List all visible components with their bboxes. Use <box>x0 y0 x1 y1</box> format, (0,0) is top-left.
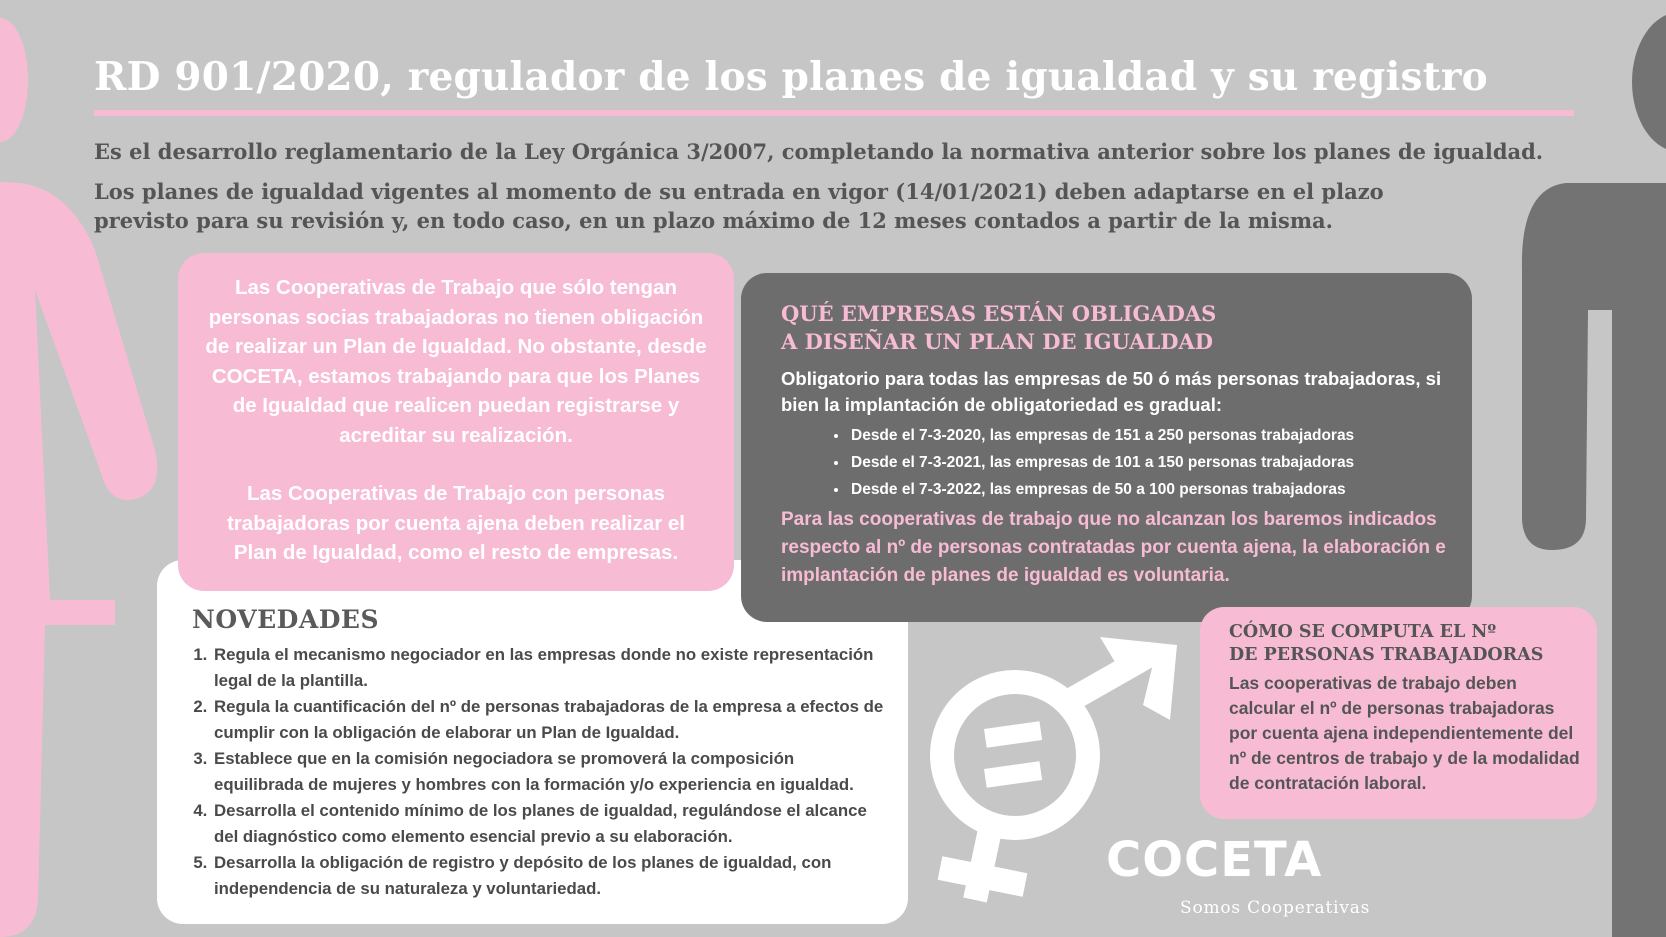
obligation-date-item: • Desde el 7-3-2021, las empresas de 101 a 150 personas trabajadoras <box>849 449 1452 476</box>
computation-heading-line-2: DE PERSONAS TRABAJADORAS <box>1229 645 1544 665</box>
title-underline <box>94 110 1574 116</box>
obligation-date-item: • Desde el 7-3-2020, las empresas de 151 a 250 personas trabajadoras <box>849 422 1452 449</box>
coceta-logo: COCETA <box>1106 832 1323 888</box>
obligated-lead-text: Obligatorio para todas las empresas de 50 ó más personas trabajadoras, si bien la implantación de obligatoriedad es gradual: <box>781 368 1442 415</box>
obligated-heading-line-2: A DISEÑAR UN PLAN DE IGUALDAD <box>781 329 1213 354</box>
intro-paragraph-2-line-1: Los planes de igualdad vigentes al momento de su entrada en vigor (14/01/2021) deben adaptarse en el plazo <box>94 179 1384 204</box>
intro-paragraph-1: Es el desarrollo reglamentario de la Ley Orgánica 3/2007, completando la normativa anterior sobre los planes de igualdad. <box>94 139 1544 164</box>
novedades-item: 2. Regula la cuantificación del nº de personas trabajadoras de la empresa a efectos de cumplir con la obligación de elaborar un Plan de Igualdad. <box>212 694 888 746</box>
obligated-companies-heading <box>781 300 1452 356</box>
computation-heading <box>1229 621 1587 667</box>
novedades-list <box>192 642 888 902</box>
obligation-dates-list <box>781 422 1452 503</box>
obligation-date-item: • Desde el 7-3-2022, las empresas de 50 a 100 personas trabajadoras <box>849 476 1452 503</box>
equals-sign-shape <box>984 721 1042 788</box>
cooperatives-note-paragraph-1: Las Cooperativas de Trabajo que sólo tengan personas socias trabajadoras no tienen obligación de realizar un Plan de Igualdad. No obstante, desde COCETA, estamos trabajando para que los Planes de Igualdad que realicen puedan registrarse y acreditar su realización. <box>205 276 707 447</box>
computation-heading-line-1: CÓMO SE COMPUTA EL Nº <box>1229 622 1497 642</box>
intro-paragraph-2-line-2: previsto para su revisión y, en todo caso, en un plazo máximo de 12 meses contados a partir de la misma. <box>94 208 1333 233</box>
novedades-item: 1. Regula el mecanismo negociador en las empresas donde no existe representación legal de la plantilla. <box>212 642 888 694</box>
novedades-item: 4. Desarrolla el contenido mínimo de los planes de igualdad, regulándose el alcance del diagnóstico como elemento esencial previo a su elaboración. <box>212 798 888 850</box>
novedades-heading: NOVEDADES <box>192 605 380 634</box>
novedades-item: 5. Desarrolla la obligación de registro y depósito de los planes de igualdad, con independencia de su naturaleza y voluntariedad. <box>212 850 888 902</box>
cooperatives-note-box <box>178 253 734 591</box>
cooperatives-note-paragraph-2: Las Cooperativas de Trabajo con personas trabajadoras por cuenta ajena deben realizar el Plan de Igualdad, como el resto de empresas. <box>226 482 685 564</box>
voluntary-note: Para las cooperativas de trabajo que no alcanzan los baremos indicados respecto al nº de personas contratadas por cuenta ajena, la elaboración e implantación de planes de igualdad es voluntaria. <box>781 509 1446 586</box>
coceta-tagline: Somos Cooperativas <box>1180 898 1371 918</box>
page-title: RD 901/2020, regulador de los planes de igualdad y su registro <box>94 54 1488 100</box>
obligated-heading-line-1: QUÉ EMPRESAS ESTÁN OBLIGADAS <box>781 301 1217 326</box>
intro-paragraph-2 <box>94 177 1384 235</box>
obligated-companies-box <box>741 273 1472 622</box>
computation-box <box>1200 607 1597 819</box>
novedades-item: 3. Establece que en la comisión negociadora se promoverá la composición equilibrada de mujeres y hombres con la formación y/o experiencia en igualdad. <box>212 746 888 798</box>
computation-text: Las cooperativas de trabajo deben calcular el nº de personas trabajadoras por cuenta ajena independientemente del nº de centros de trabajo y de la modalidad de contratación laboral. <box>1229 673 1580 793</box>
